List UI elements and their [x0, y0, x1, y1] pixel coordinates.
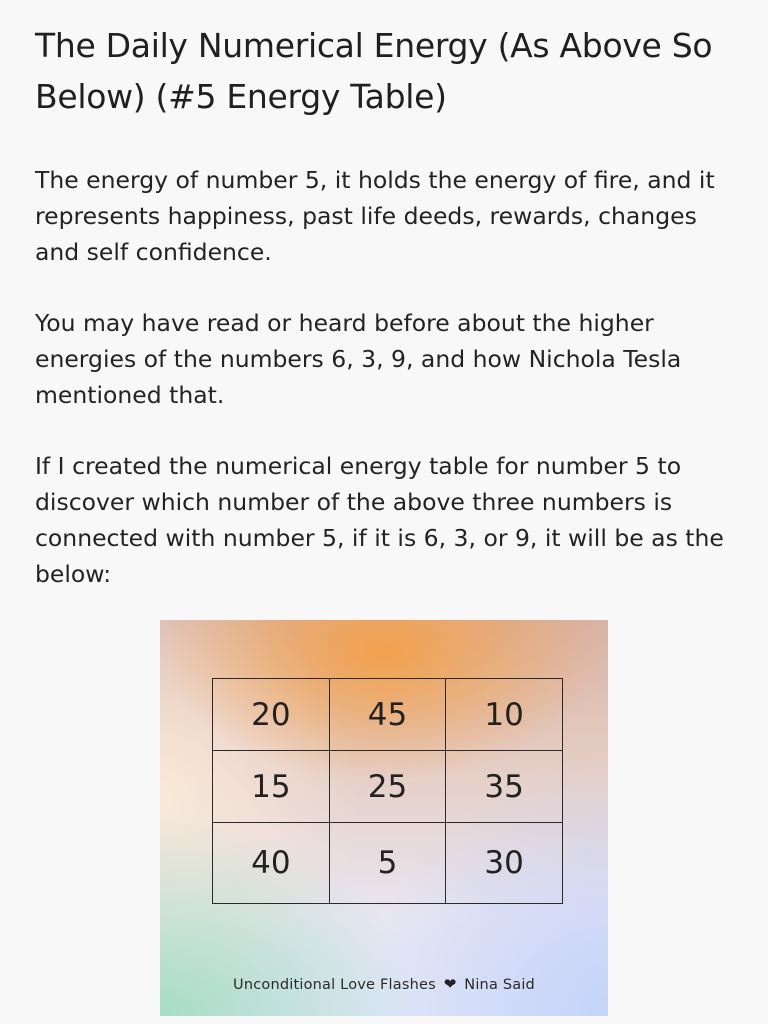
grid-cell: 30 [446, 823, 563, 904]
credit-author: Nina Said [464, 977, 535, 993]
paragraph-higher-energies: You may have read or heard before about the higher energies of the numbers 6, 3, 9, and how Nichola Tesla mentioned that. [35, 309, 682, 409]
energy-table-image [160, 620, 608, 1016]
grid-cell: 15 [213, 751, 330, 823]
grid-cell: 35 [446, 751, 563, 823]
grid-cell: 5 [329, 823, 446, 904]
grid-row [213, 679, 563, 751]
energy-grid [212, 678, 563, 904]
grid-cell: 40 [213, 823, 330, 904]
grid-cell: 20 [213, 679, 330, 751]
image-credit [160, 975, 608, 993]
credit-source: Unconditional Love Flashes [233, 977, 436, 993]
paragraph-fire-energy: The energy of number 5, it holds the energy of fire, and it represents happiness, past life deeds, rewards, changes and self confidence. [35, 166, 715, 266]
grid-cell: 25 [329, 751, 446, 823]
paragraph-energy-table-intro: If I created the numerical energy table for number 5 to discover which number of the above three numbers is connected with number 5, if it is 6, 3, or 9, it will be as the below: [35, 452, 724, 588]
grid-cell: 10 [446, 679, 563, 751]
grid-row [213, 751, 563, 823]
grid-cell: 45 [329, 679, 446, 751]
grid-row [213, 823, 563, 904]
article [35, 20, 735, 592]
heart-icon: ❤ [443, 975, 457, 993]
article-title: The Daily Numerical Energy (As Above So Below) (#5 Energy Table) [35, 26, 713, 116]
